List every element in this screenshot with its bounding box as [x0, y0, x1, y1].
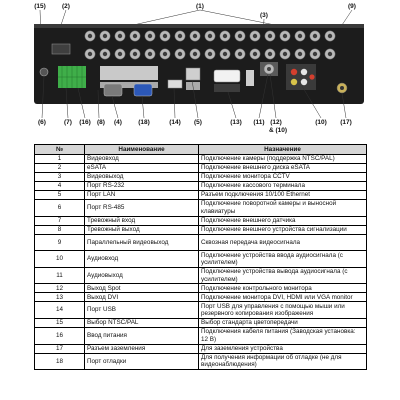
row-name: eSATA: [85, 164, 199, 173]
callout-1: (1): [196, 3, 204, 10]
table-row: [35, 155, 367, 164]
row-name: Видеовыход: [85, 173, 199, 182]
row-number: 9: [35, 234, 85, 251]
row-number: 18: [35, 353, 85, 370]
row-name: Тревожный выход: [85, 225, 199, 234]
row-name: Аудиовыход: [85, 267, 199, 284]
lan-port: [186, 68, 200, 80]
row-purpose: Разъем подключения 10/100 Ethernet: [199, 191, 367, 200]
row-number: 11: [35, 267, 85, 284]
callout-7: (7): [64, 119, 72, 126]
row-name: Тревожный вход: [85, 216, 199, 225]
row-number: 1: [35, 155, 85, 164]
callout-9: (9): [348, 3, 356, 10]
row-name: Видеовход: [85, 155, 199, 164]
esata-port: [52, 44, 70, 54]
row-name: Порт RS-485: [85, 200, 199, 217]
row-purpose: Подключение устройства вывода аудиосигнала (с усилителем): [199, 267, 367, 284]
table-row: [35, 284, 367, 293]
row-name: Аудиовход: [85, 251, 199, 268]
callout-8: (8): [97, 119, 105, 126]
row-number: 7: [35, 216, 85, 225]
row-purpose: Для получения информации об отладке (не для видеонаблюдения): [199, 353, 367, 370]
callout-17: (17): [340, 119, 352, 126]
row-purpose: Подключение кассового терминала: [199, 182, 367, 191]
row-name: Разъем заземления: [85, 344, 199, 353]
table-row: [35, 318, 367, 327]
row-name: Параллельный видеовыход: [85, 234, 199, 251]
dvi-port: [214, 70, 240, 82]
row-name: Порт LAN: [85, 191, 199, 200]
callout-15: (15): [34, 3, 46, 10]
row-number: 2: [35, 164, 85, 173]
callout-14: (14): [169, 119, 181, 126]
callout-18: (18): [138, 119, 150, 126]
row-number: 15: [35, 318, 85, 327]
table-row: [35, 173, 367, 182]
row-purpose: Подключение контрольного монитора: [199, 284, 367, 293]
table-row: [35, 251, 367, 268]
usb-port: [168, 80, 182, 88]
row-number: 4: [35, 182, 85, 191]
table-row: [35, 182, 367, 191]
row-number: 12: [35, 284, 85, 293]
row-name: Порт RS-232: [85, 182, 199, 191]
table-header-row: [35, 145, 367, 155]
row-purpose: Подключение камеры (поддержка NTSC/PAL): [199, 155, 367, 164]
callout-16: (16): [79, 119, 91, 126]
table-row: [35, 234, 367, 251]
row-number: 17: [35, 344, 85, 353]
row-purpose: Сквозная передача видеосигнала: [199, 234, 367, 251]
header-name: Наименование: [85, 145, 199, 155]
table-row: [35, 164, 367, 173]
row-number: 14: [35, 302, 85, 319]
row-purpose: Подключение внешнего диска eSATA: [199, 164, 367, 173]
header-purpose: Назначение: [199, 145, 367, 155]
connector-table-container: [34, 144, 366, 370]
row-purpose: Для заземления устройства: [199, 344, 367, 353]
table-row: [35, 267, 367, 284]
table-row: [35, 191, 367, 200]
callout-5: (5): [194, 119, 202, 126]
row-name: Порт USB: [85, 302, 199, 319]
row-purpose: Подключение монитора CCTV: [199, 173, 367, 182]
connector-table: [34, 144, 367, 370]
row-purpose: Подключения кабеля питания (Заводская установка: 12 В): [199, 327, 367, 344]
table-row: [35, 216, 367, 225]
callout-10b: (10): [315, 119, 327, 126]
dvr-rear-panel-photo: [0, 0, 400, 140]
table-row: [35, 327, 367, 344]
row-number: 6: [35, 200, 85, 217]
row-name: Выход Spot: [85, 284, 199, 293]
callout-6: (6): [38, 119, 46, 126]
header-number: №: [35, 145, 85, 155]
table-row: [35, 200, 367, 217]
table-row: [35, 302, 367, 319]
debug-port: [134, 84, 152, 96]
row-purpose: Подключение устройства ввода аудиосигнала (с усилителем): [199, 251, 367, 268]
row-purpose: Подключение монитора DVI, HDMI или VGA monitor: [199, 293, 367, 302]
callout-4: (4): [114, 119, 122, 126]
row-purpose: Подключение внешнего устройства сигнализации: [199, 225, 367, 234]
row-name: Выход DVI: [85, 293, 199, 302]
table-row: [35, 293, 367, 302]
row-name: Выбор NTSC/PAL: [85, 318, 199, 327]
row-number: 13: [35, 293, 85, 302]
callout-13: (13): [230, 119, 242, 126]
row-number: 8: [35, 225, 85, 234]
row-purpose: Порт USB для управления с помощью мыши или резервного копирования изображения: [199, 302, 367, 319]
rs232-port: [104, 84, 122, 96]
row-purpose: Выбор стандарта цветопередачи: [199, 318, 367, 327]
row-number: 3: [35, 173, 85, 182]
row-number: 16: [35, 327, 85, 344]
callout-3: (3): [260, 12, 268, 19]
row-purpose: Подключение внешнего датчика: [199, 216, 367, 225]
callout-2: (2): [62, 3, 70, 10]
row-number: 10: [35, 251, 85, 268]
table-row: [35, 344, 367, 353]
ntsc-pal-switch: [40, 68, 48, 76]
callout-12: (12): [270, 119, 282, 126]
row-name: Ввод питания: [85, 327, 199, 344]
row-number: 5: [35, 191, 85, 200]
callout-10: & (10): [268, 127, 288, 134]
table-row: [35, 353, 367, 370]
callout-11: (11): [253, 119, 265, 126]
row-purpose: Подключение поворотной камеры и выносной клавиатуры: [199, 200, 367, 217]
table-row: [35, 225, 367, 234]
row-name: Порт отладки: [85, 353, 199, 370]
